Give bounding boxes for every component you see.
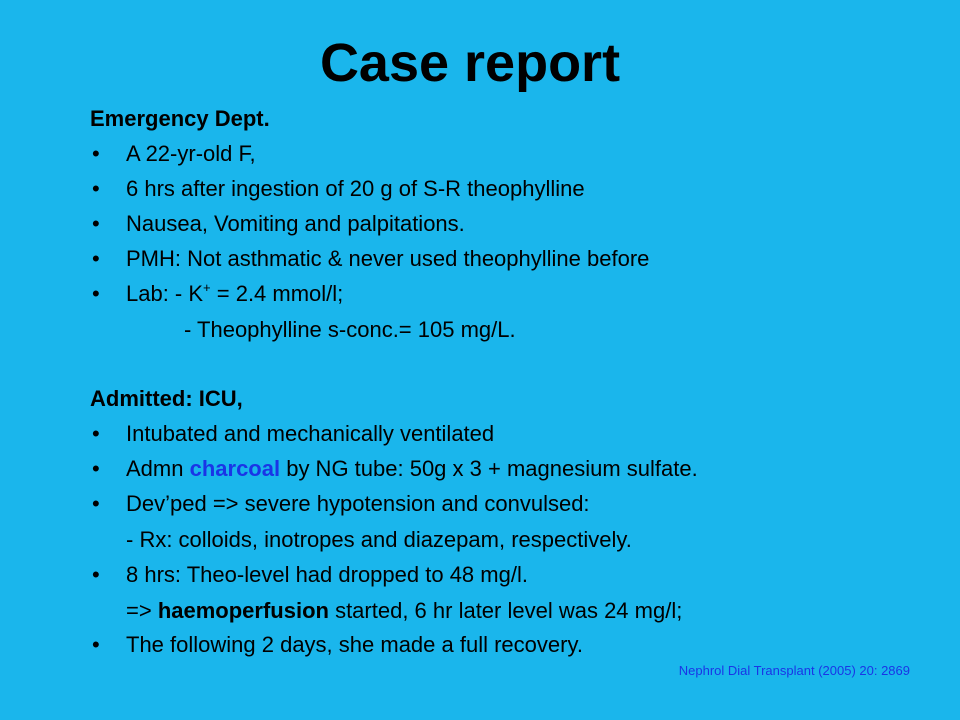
- bullet-marker: •: [92, 421, 100, 446]
- bullet-marker: •: [92, 562, 100, 587]
- lab-theophylline-line: - Theophylline s-conc.= 105 mg/L.: [184, 317, 516, 342]
- list-item: PMH: Not asthmatic & never used theophylline before: [126, 246, 650, 271]
- bullet-marker: •: [92, 491, 100, 516]
- list-item: 8 hrs: Theo-level had dropped to 48 mg/l.: [126, 562, 528, 587]
- lab-line: [126, 279, 343, 309]
- bullet-marker: •: [92, 211, 100, 236]
- list-item: Dev’ped => severe hypotension and convulsed:: [126, 491, 590, 516]
- list-subitem: - Rx: colloids, inotropes and diazepam, respectively.: [126, 527, 632, 552]
- bullet-marker: •: [92, 141, 100, 166]
- list-item-charcoal: [126, 454, 698, 484]
- list-item: Intubated and mechanically ventilated: [126, 421, 495, 446]
- list-subitem-haemoperfusion: [126, 596, 682, 626]
- bullet-marker: •: [92, 246, 100, 271]
- bullet-marker: •: [92, 176, 100, 201]
- potassium-charge: +: [203, 280, 211, 295]
- section-heading-emergency: Emergency Dept.: [90, 106, 270, 131]
- citation: Nephrol Dial Transplant (2005) 20: 2869: [678, 663, 910, 678]
- bullet-marker: •: [92, 281, 100, 306]
- charcoal-post: by NG tube: 50g x 3 + magnesium sulfate.: [280, 456, 698, 481]
- list-item: 6 hrs after ingestion of 20 g of S-R theophylline: [126, 176, 585, 201]
- bullet-marker: •: [92, 456, 100, 481]
- lab-prefix: Lab: - K: [126, 281, 204, 306]
- haemo-bold: haemoperfusion: [157, 598, 329, 623]
- slide-title: Case report: [319, 33, 621, 93]
- lab-potassium-value: = 2.4 mmol/l;: [210, 281, 344, 306]
- bullet-marker: •: [92, 632, 100, 657]
- list-item: The following 2 days, she made a full recovery.: [126, 632, 583, 657]
- haemo-pre: =>: [126, 598, 158, 623]
- haemo-post: started, 6 hr later level was 24 mg/l;: [328, 598, 683, 623]
- list-item: Nausea, Vomiting and palpitations.: [126, 211, 465, 236]
- section-heading-admitted: Admitted: ICU,: [90, 386, 243, 411]
- charcoal-pre: Admn: [126, 456, 190, 481]
- charcoal-highlight: charcoal: [189, 456, 281, 481]
- list-item: A 22-yr-old F,: [126, 141, 256, 166]
